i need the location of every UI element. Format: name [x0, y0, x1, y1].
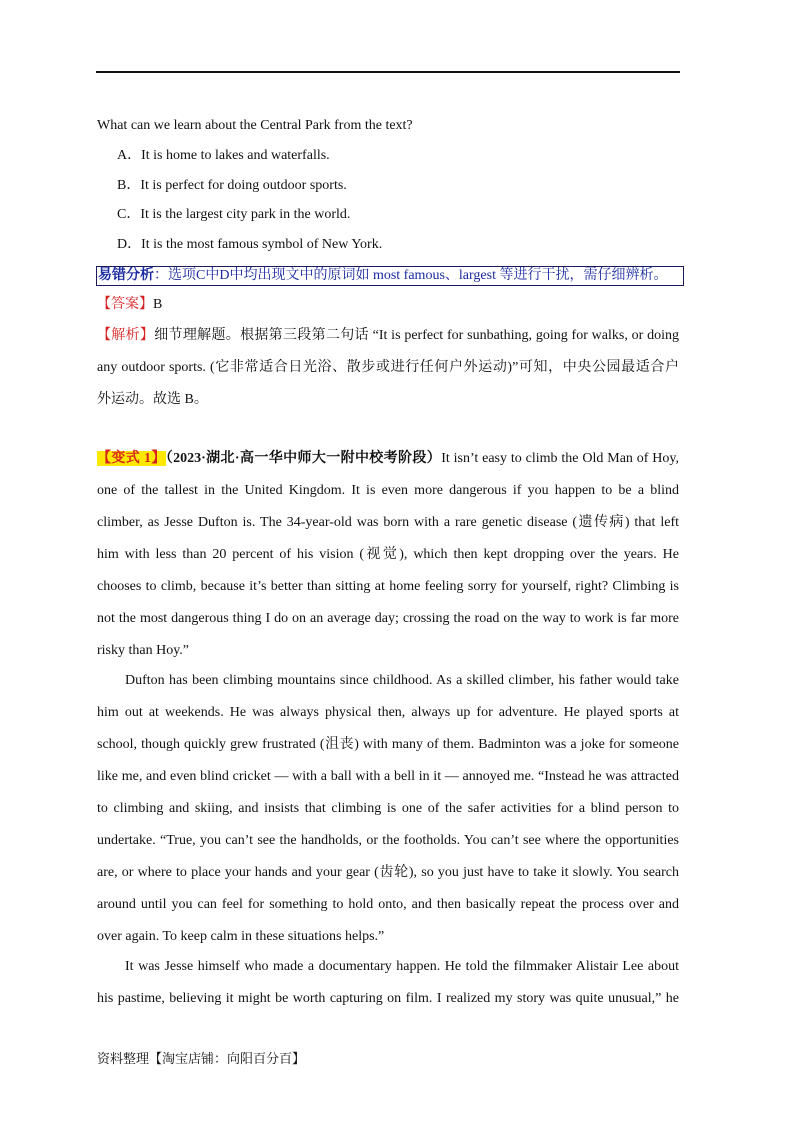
analysis-line: any outdoor sports. (它非常适合日光浴、散步或进行任何户外运动)”可知，中央公园最适合户 — [97, 360, 679, 375]
answer-label: 【答案】 — [97, 297, 153, 312]
passage-line: not the most dangerous thing I do on an average day; crossing the road on the way to work is far more — [97, 611, 679, 626]
error-analysis-label: 易错分析 — [98, 268, 154, 283]
answer-value: B — [153, 297, 163, 312]
passage-line: chooses to climb, because it’s better than sitting at home feeling sorry for yourself, right? Climbing is — [97, 579, 679, 594]
passage-line: school, though quickly grew frustrated (沮丧) with many of them. Badminton was a joke for someone — [97, 737, 679, 752]
passage-line: are, or where to place your hands and your gear (齿轮), so you just have to take it slowly. You search — [97, 865, 679, 880]
passage-line: It was Jesse himself who made a documentary happen. He told the filmmaker Alistair Lee about — [125, 959, 679, 974]
option-a: A．It is home to lakes and waterfalls. — [117, 148, 330, 163]
passage-line: around until you can feel for something to hold onto, and then basically repeat the process over and — [97, 897, 679, 912]
answer-line — [97, 295, 162, 315]
option-d: D．It is the most famous symbol of New York. — [117, 237, 383, 252]
error-analysis-text: ：选项C中D中均出现文中的原词如 most famous、largest 等进行干扰，需仔细辨析。 — [154, 268, 668, 283]
analysis-label: 【解析】 — [97, 328, 155, 343]
passage-line: Dufton has been climbing mountains since childhood. As a skilled climber, his father would take — [125, 673, 679, 688]
analysis-line: 外运动。故选 B。 — [97, 392, 208, 407]
variant-heading-line: 【变式 1】（2023·湖北·高一华中师大一附中校考阶段）It isn’t easy to climb the Old Man of Hoy, — [97, 451, 680, 466]
passage-line: like me, and even blind cricket — with a ball with a bell in it — annoyed me. “Instead he was attracted — [97, 769, 679, 784]
variant-source: （2023·湖北·高一华中师大一附中校考阶段） — [165, 451, 442, 466]
passage-line: climber, as Jesse Dufton is. The 34-year-old was born with a rare genetic disease (遗传病) that left — [97, 515, 679, 530]
passage-paragraph-3 — [97, 951, 679, 1015]
passage-line: to climbing and skiing, and insists that climbing is one of the safer activities for a blind person to — [97, 801, 679, 816]
passage-line: undertake. “True, you can’t see the handholds, or the footholds. You can’t see where the opportunities — [97, 833, 679, 848]
passage-line: him with less than 20 percent of his vision (视觉), which then kept dropping over the years. He — [97, 547, 679, 562]
passage-line: him out at weekends. He was always physical then, always up for adventure. He played sports at — [97, 705, 679, 720]
passage-line: over again. To keep calm in these situations helps.” — [97, 929, 385, 944]
variant-label: 【变式 1】 — [97, 451, 166, 466]
passage-line: risky than Hoy.” — [97, 643, 190, 658]
passage-paragraph-1 — [97, 443, 679, 667]
analysis-line: 【解析】细节理解题。根据第三段第二句话 “It is perfect for sunbathing, going for walks, or doing — [97, 328, 680, 343]
question-stem: What can we learn about the Central Park from the text? — [97, 118, 413, 133]
option-b: B．It is perfect for doing outdoor sports. — [117, 178, 347, 193]
analysis-paragraph — [97, 320, 679, 416]
header-rule — [96, 71, 680, 73]
passage-line: his pastime, believing it might be worth capturing on film. I realized my story was quite unusual,” he — [97, 991, 679, 1006]
error-analysis-box — [96, 266, 684, 286]
page-footer: 资料整理【淘宝店铺：向阳百分百】 — [97, 1051, 306, 1066]
option-c: C．It is the largest city park in the world. — [117, 207, 351, 222]
passage-line: one of the tallest in the United Kingdom. It is even more dangerous if you happen to be a blind — [97, 483, 679, 498]
passage-paragraph-2 — [97, 665, 679, 953]
